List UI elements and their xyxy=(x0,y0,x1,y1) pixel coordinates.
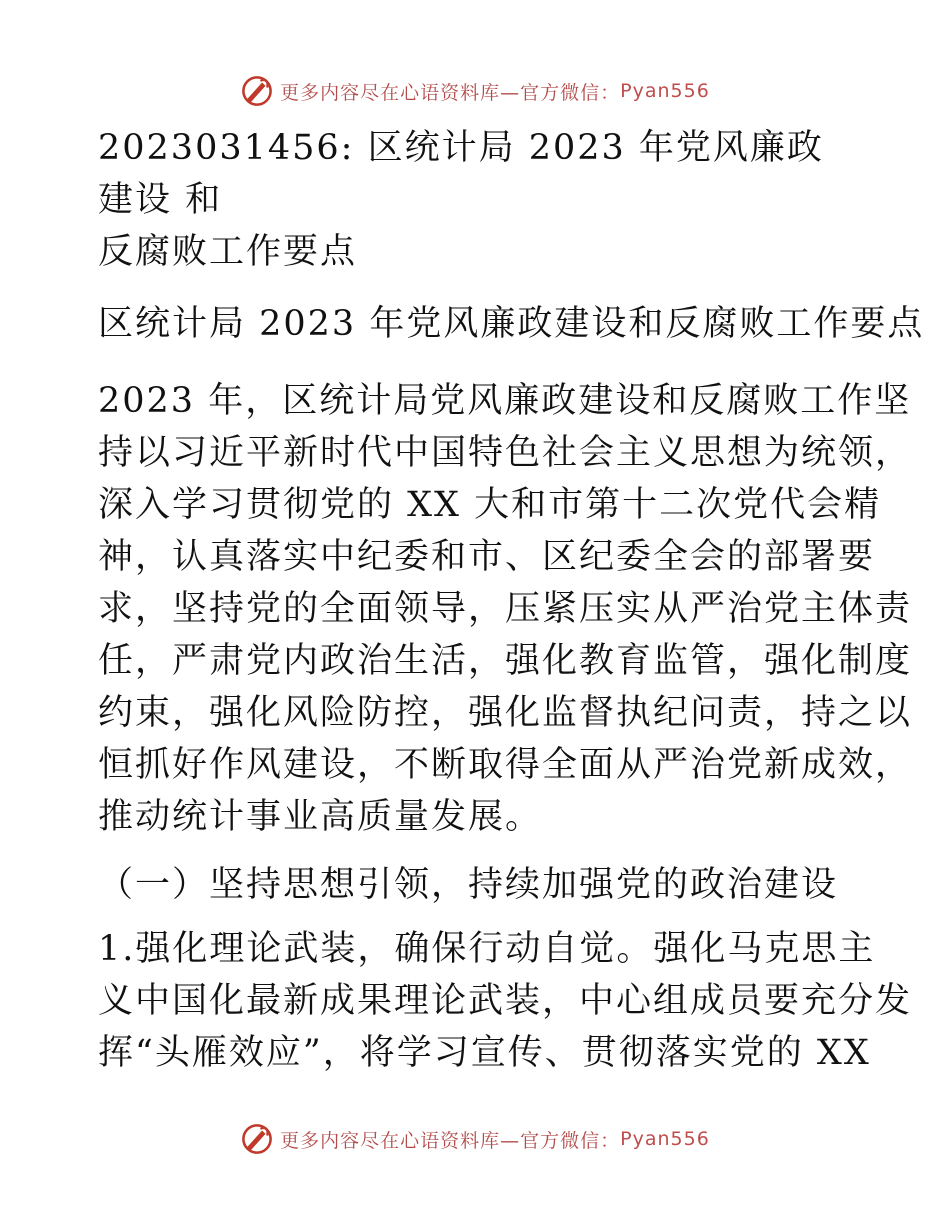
document-subtitle: 区统计局 2023 年党风廉政建设和反腐败工作要点 xyxy=(98,304,925,344)
item-line: 1.强化理论武装，确保行动自觉。强化马克思主 xyxy=(98,929,876,969)
title-line-2: 反腐败工作要点 xyxy=(98,232,358,272)
intro-line: 求，坚持党的全面领导，压紧压实从严治党主体责 xyxy=(98,589,913,629)
intro-line: 恒抓好作风建设，不断取得全面从严治党新成效， xyxy=(98,745,913,785)
intro-line: 神，认真落实中纪委和市、区纪委全会的部署要 xyxy=(98,537,876,577)
banner-text: 更多内容尽在心语资料库—官方微信： xyxy=(280,81,621,104)
pen-swirl-icon xyxy=(240,1122,274,1156)
intro-paragraph xyxy=(98,375,913,843)
intro-line: 深入学习贯彻党的 XX 大和市第十二次党代会精 xyxy=(98,485,882,525)
footer-banner xyxy=(0,1122,950,1156)
intro-line: 约束，强化风险防控，强化监督执纪问责，持之以 xyxy=(98,693,913,733)
intro-line: 2023 年，区统计局党风廉政建设和反腐败工作坚 xyxy=(98,381,912,421)
title-line-1: 2023031456: 区统计局 2023 年党风廉政建设 和 xyxy=(98,128,824,220)
pen-swirl-icon xyxy=(240,74,274,108)
intro-line: 推动统计事业高质量发展。 xyxy=(98,797,543,837)
item-1-paragraph xyxy=(98,923,913,1079)
section-heading: （一）坚持思想引领，持续加强党的政治建设 xyxy=(98,865,839,905)
document-title xyxy=(98,122,858,278)
item-line: 挥“头雁效应”，将学习宣传、贯彻落实党的 XX xyxy=(98,1033,871,1073)
intro-line: 持以习近平新时代中国特色社会主义思想为统领， xyxy=(98,433,913,473)
banner-text: 更多内容尽在心语资料库—官方微信： xyxy=(280,1129,621,1152)
document-body xyxy=(98,122,925,1079)
intro-line: 任，严肃党内政治生活，强化教育监管，强化制度 xyxy=(98,641,913,681)
banner-contact: Pyan556 xyxy=(620,80,710,102)
header-banner xyxy=(0,74,950,108)
item-line: 义中国化最新成果理论武装，中心组成员要充分发 xyxy=(98,981,913,1021)
banner-contact: Pyan556 xyxy=(620,1128,710,1150)
